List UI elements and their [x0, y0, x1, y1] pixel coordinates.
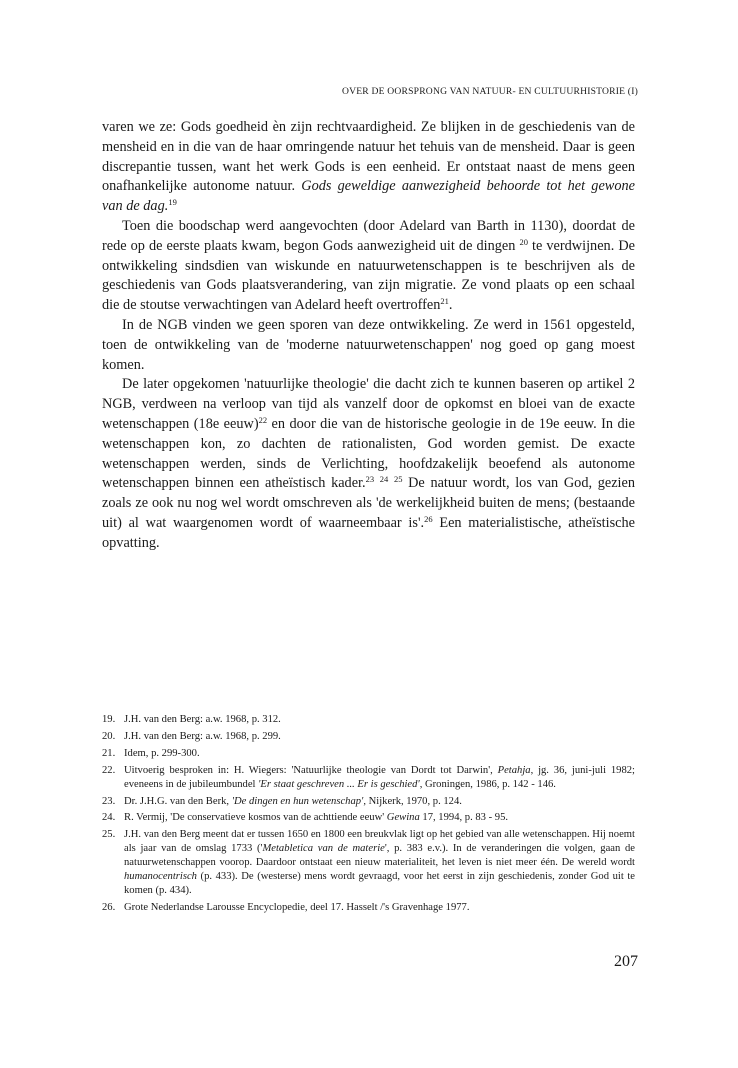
text-run: ', p. 383 e.v.). In de veranderingen die volgen, gaan de natuurwetenschappen voorop. Daardoor ontstaat een nieuw materialiteit, het leven is niet meer één. De wereld wordt [124, 843, 635, 869]
footnote-number: 22. [102, 764, 116, 776]
footnote-number: 21. [102, 747, 116, 759]
footnote [102, 730, 635, 744]
text-run: In de NGB vinden we geen sporen van deze ontwikkeling. Ze werd in 1561 opgesteld, toen de ontwikkeling van de 'moderne natuurwetenschappen' nog goed op gang moest komen. [102, 316, 635, 373]
text-run: Toen die boodschap werd aangevochten (door Adelard van Barth in 1130), doordat de rede op de eerste plaats kwam, begon Gods aanwezigheid uit de dingen [102, 217, 635, 254]
italic-text: 'De dingen en hun wetenschap' [231, 795, 364, 807]
footnote-ref: 26 [424, 513, 433, 524]
italic-text: Gods geweldige aanwezigheid behoorde tot het gewone van de dag. [102, 178, 635, 215]
footnotes [102, 713, 635, 918]
footnote-number: 19. [102, 714, 116, 725]
footnote-text [124, 747, 635, 761]
text-run: 17, 1994, p. 83 - 95. [419, 812, 509, 824]
text-run: Een materialistische, atheïstische opvatting. [102, 514, 635, 551]
footnote [102, 811, 635, 825]
text-run: Dr. J.H.G. van den Berk, [124, 795, 232, 807]
paragraph [102, 375, 635, 553]
text-run: J.H. van den Berg: a.w. 1968, p. 312. [124, 714, 281, 725]
text-run: , Groningen, 1986, p. 142 - 146. [419, 778, 556, 790]
italic-text: 'Er staat geschreven ... Er is geschied' [258, 778, 420, 790]
italic-text: Gewina [386, 812, 420, 824]
footnote [102, 828, 635, 898]
italic-text: humanocentrisch [124, 871, 197, 883]
footnote-ref: 24 [379, 474, 389, 485]
text-run: te verdwijnen. De ontwikkeling sindsdien van wiskunde en natuurwetenschappen is te beschrijven als de geschiedenis van Gods plaatsverandering, van zijn migratie. Ze vond plaats op een schaal die de stoutse verwachtingen van Adelard heeft overtroffen [102, 237, 635, 314]
footnote-number: 20. [102, 730, 116, 742]
footnote-text [124, 730, 635, 744]
footnote-text [124, 795, 635, 809]
paragraph [102, 118, 635, 217]
footnote-text [124, 764, 635, 792]
text-run: J.H. van den Berg: a.w. 1968, p. 299. [124, 730, 281, 742]
paragraph [102, 316, 635, 375]
text-run: varen we ze: Gods goedheid èn zijn rechtvaardigheid. Ze blijken in de geschiedenis van de mensheid en in die van de haar omringende natuur het tehuis van de mensheid. Daar is geen discrepantie tussen, want het werk Gods is een eenheid. Er ontstaat naast de mens geen onafhankelijke autonome natuur. [102, 119, 635, 195]
footnote-ref: 23 [365, 474, 375, 485]
footnote [102, 713, 635, 727]
paragraph [102, 217, 635, 316]
running-head: OVER DE OORSPRONG VAN NATUUR- EN CULTUURHISTORIE (I) [341, 86, 638, 97]
text-run: , Nijkerk, 1970, p. 124. [363, 795, 462, 807]
text-run: J.H. van den Berg meent dat er tussen 1650 en 1800 een breukvlak ligt op het gebied van alle wetenschappen. Hij noemt als jaar van de omslag 1733 (' [124, 829, 635, 855]
footnote-number: 23. [102, 795, 116, 807]
text-run: (p. 433). De (westerse) mens wordt gevraagd, voor het eerst in zijn geschiedenis, zonder God uit te komen (p. 434). [124, 871, 635, 896]
text-run: R. Vermij, 'De conservatieve kosmos van de achttiende eeuw' [124, 812, 387, 824]
footnote [102, 764, 635, 792]
text-run: , jg. 36, juni-juli 1982; eveneens in de jubileumbundel [124, 764, 635, 790]
footnote-text [124, 811, 635, 825]
footnote-number: 25. [102, 829, 116, 841]
footnote-text [124, 828, 635, 898]
footnote-ref: 21 [440, 296, 449, 307]
footnote-text [124, 901, 635, 915]
text-run: Grote Nederlandse Larousse Encyclopedie, deel 17. Hasselt /'s Gravenhage 1977. [124, 901, 470, 913]
footnote-number: 24. [102, 812, 116, 824]
footnote-ref: 25 [393, 474, 403, 485]
footnote-ref: 19 [168, 197, 177, 208]
italic-text: Metabletica van de materie [262, 843, 385, 855]
text-run: De later opgekomen 'natuurlijke theologie' die dacht zich te kunnen baseren op artikel 2 NGB, verdween na verloop van tijd als vanzelf door de opkomst en bloei van de exacte wetenschappen (18e eeuw) [102, 376, 635, 432]
footnote [102, 901, 635, 915]
footnote-text [124, 713, 635, 727]
footnote [102, 795, 635, 809]
text-run: . [448, 297, 453, 314]
text-run: Idem, p. 299-300. [124, 747, 200, 759]
text-run: De natuur wordt, los van God, gezien zoals ze ook nu nog wel wordt omschreven als 'de werkelijkheid buiten de mens; (bestaande uit) al wat waargenomen wordt of waarneembaar is'. [102, 475, 636, 531]
footnote-ref: 20 [519, 236, 528, 247]
footnote [102, 747, 635, 761]
text-run: Uitvoerig besproken in: H. Wiegers: 'Natuurlijke theologie van Dordt tot Darwin', [124, 764, 498, 776]
footnote-number: 26. [102, 901, 116, 913]
text-run: en door die van de historische geologie in de 19e eeuw. In die wetenschappen kon, zo dachten de rationalisten, God worden gemist. De exacte wetenschappen werden, sinds de Verlichting, hoofdzakelijk beoefend als autonome wetenschappen binnen een atheïstisch kader. [102, 415, 635, 492]
italic-text: Petahja [497, 764, 531, 776]
page-number: 207 [614, 953, 638, 970]
footnote-ref: 22 [258, 414, 268, 425]
body-text [102, 118, 635, 554]
